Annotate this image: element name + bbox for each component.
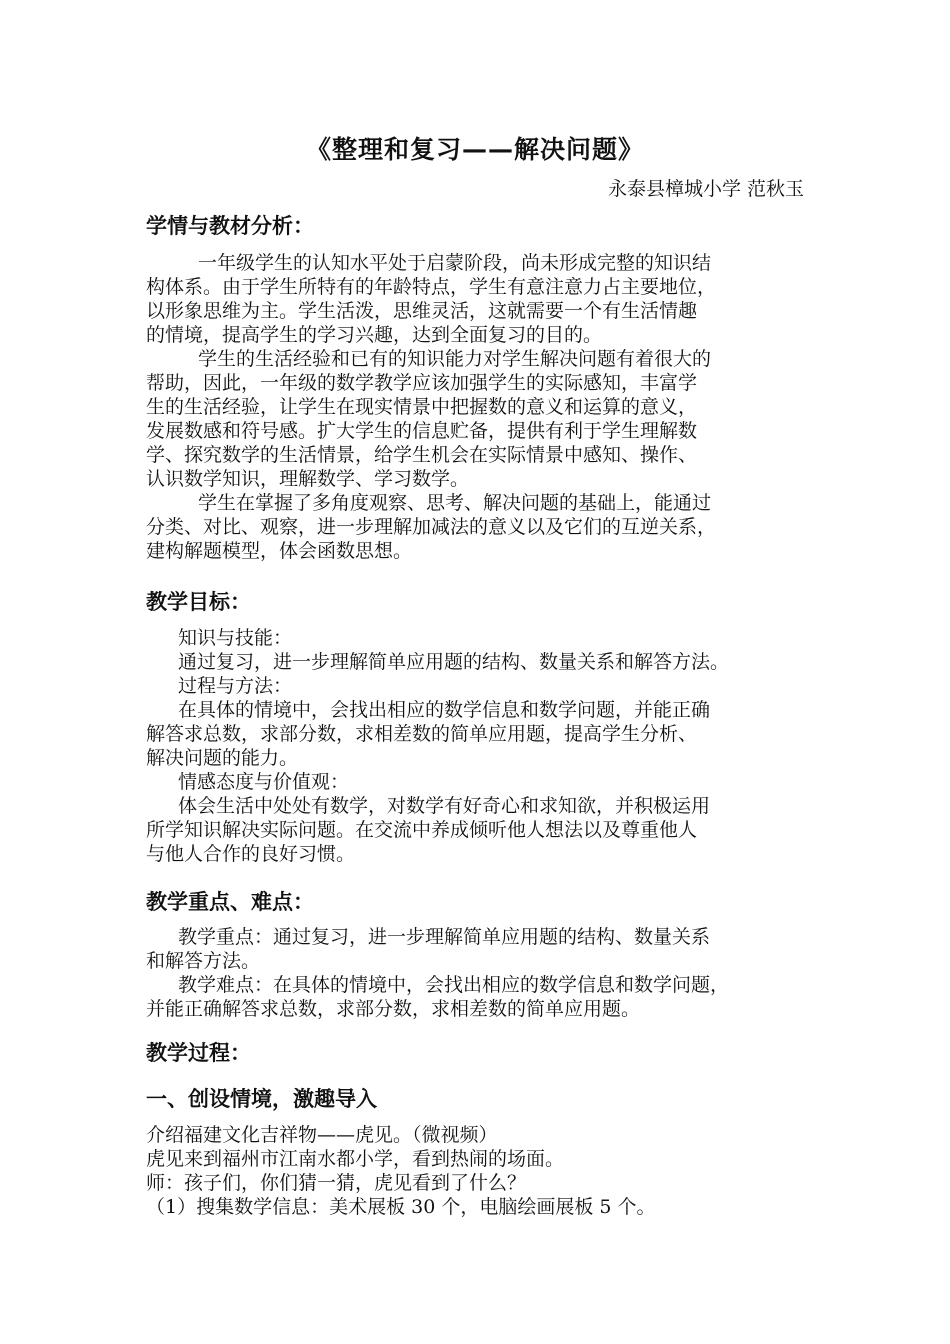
paragraph-line: 体会生活中处处有数学，对数学有好奇心和求知欲，并积极运用 (178, 795, 711, 817)
paragraph-line: （1）搜集数学信息：美术展板 30 个，电脑绘画展板 5 个。 (146, 1196, 656, 1218)
paragraph-line: 教学重点：通过复习，进一步理解简单应用题的结构、数量关系 (178, 926, 711, 948)
section-heading-analysis: 学情与教材分析： (146, 214, 314, 238)
section-heading-process: 教学过程： (146, 1041, 251, 1065)
paragraph-line: 知识与技能： (178, 627, 293, 649)
section-heading-key-points: 教学重点、难点： (146, 890, 314, 914)
paragraph-line: 分类、对比、观察，进一步理解加减法的意义以及它们的互逆关系， (146, 516, 717, 538)
paragraph-line: 解答求总数，求部分数，求相差数的简单应用题，提高学生分析、 (146, 723, 698, 745)
paragraph-line: 情感态度与价值观： (178, 771, 350, 793)
paragraph-line: 过程与方法： (178, 675, 293, 697)
section-heading-step-one: 一、创设情境，激趣导入 (146, 1087, 377, 1111)
paragraph-line: 并能正确解答求总数，求部分数，求相差数的简单应用题。 (146, 998, 641, 1020)
section-heading-goals: 教学目标： (146, 590, 251, 614)
paragraph-line: 在具体的情境中，会找出相应的数学信息和数学问题，并能正确 (178, 699, 711, 721)
paragraph-line: 学生在掌握了多角度观察、思考、解决问题的基础上，能通过 (198, 492, 712, 514)
author-line: 永泰县樟城小学 范秋玉 (607, 178, 804, 200)
paragraph-line: 介绍福建文化吉祥物——虎见。（微视频） (146, 1124, 498, 1146)
paragraph-line: 和解答方法。 (146, 950, 261, 972)
paragraph-line: 所学知识解决实际问题。在交流中养成倾听他人想法以及尊重他人 (146, 819, 698, 841)
paragraph-line: 通过复习，进一步理解简单应用题的结构、数量关系和解答方法。 (178, 651, 730, 673)
paragraph-line: 建构解题模型，体会函数思想。 (146, 540, 413, 562)
paragraph-line: 与他人合作的良好习惯。 (146, 843, 356, 865)
paragraph-line: 构体系。由于学生所特有的年龄特点，学生有意注意力占主要地位， (146, 276, 717, 298)
paragraph-line: 生的生活经验，让学生在现实情景中把握数的意义和运算的意义， (146, 396, 698, 418)
paragraph-line: 师：孩子们，你们猜一猜，虎见看到了什么？ (146, 1172, 527, 1194)
paragraph-line: 学、探究数学的生活情景，给学生机会在实际情景中感知、操作、 (146, 444, 698, 466)
paragraph-line: 帮助，因此，一年级的数学教学应该加强学生的实际感知，丰富学 (146, 372, 698, 394)
paragraph-line: 认识数学知识，理解数学、学习数学。 (146, 468, 470, 490)
paragraph-line: 的情境，提高学生的学习兴趣，达到全面复习的目的。 (146, 324, 603, 346)
paragraph-line: 学生的生活经验和已有的知识能力对学生解决问题有着很大的 (198, 348, 712, 370)
paragraph-line: 一年级学生的认知水平处于启蒙阶段，尚未形成完整的知识结 (198, 252, 712, 274)
paragraph-line: 解决问题的能力。 (146, 747, 299, 769)
document-title: 《整理和复习——解决问题》 (305, 135, 644, 164)
paragraph-line: 发展数感和符号感。扩大学生的信息贮备，提供有利于学生理解数 (146, 420, 698, 442)
paragraph-line: 虎见来到福州市江南水都小学，看到热闹的场面。 (146, 1148, 565, 1170)
paragraph-line: 教学难点：在具体的情境中，会找出相应的数学信息和数学问题， (178, 974, 730, 996)
paragraph-line: 以形象思维为主。学生活泼，思维灵活，这就需要一个有生活情趣 (146, 300, 698, 322)
